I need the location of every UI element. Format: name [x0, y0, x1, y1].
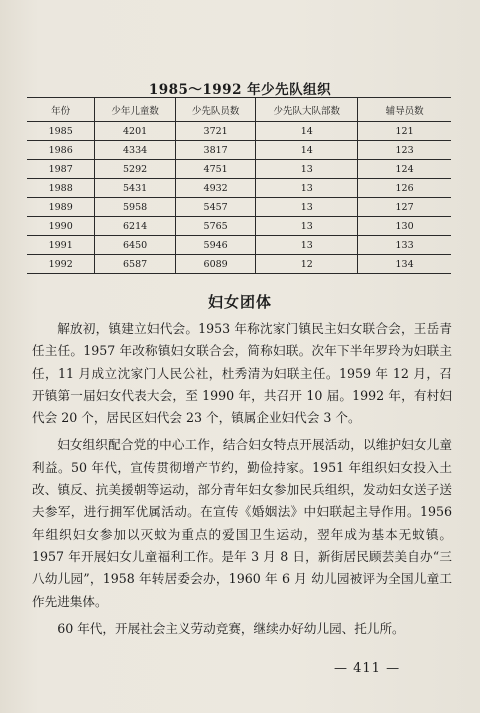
- cell-children: 6214: [95, 217, 176, 236]
- cell-children: 4334: [95, 141, 176, 160]
- column-header-brigades: 少先队大队部数: [256, 98, 358, 122]
- cell-year: 1990: [27, 217, 95, 236]
- cell-children: 6450: [95, 236, 176, 255]
- table-row: [27, 255, 451, 274]
- cell-pioneers: 5457: [175, 198, 256, 217]
- section-heading: 妇女团体: [207, 293, 272, 311]
- body-text: [32, 318, 452, 645]
- table-title: 1985～1992 年少先队组织: [148, 82, 332, 98]
- cell-children: 4201: [95, 122, 176, 141]
- column-header-pioneers: 少先队员数: [175, 98, 256, 122]
- cell-children: 5292: [95, 160, 176, 179]
- cell-brigades: 14: [256, 141, 358, 160]
- cell-year: 1988: [27, 179, 95, 198]
- paragraph: 60 年代，开展社会主义劳动竞赛，继续办好幼儿园、托儿所。: [57, 620, 405, 636]
- table-row: [27, 141, 451, 160]
- cell-counselors: 134: [358, 255, 451, 274]
- cell-pioneers: 6089: [175, 255, 256, 274]
- cell-counselors: 133: [358, 236, 451, 255]
- cell-brigades: 12: [256, 255, 358, 274]
- table-row: [27, 160, 451, 179]
- table-row: [27, 179, 451, 198]
- cell-counselors: 121: [358, 122, 451, 141]
- cell-counselors: 127: [358, 198, 451, 217]
- paragraph: 解放初，镇建立妇代会。1953 年称沈家门镇民主妇女联合会，王岳青任主任。1957 年改称镇妇女联合会，简称妇联。次年下半年罗玲为妇联主任，11 月成立沈家门人民公社，杜秀清为妇联主任。1959 年 12 月，召开镇第一届妇女代表大会，至 1990 年，共召开 10 届。1992 年，有村妇代会 20 个，居民区妇代会 23 个，镇属企业妇代会 3 个。: [32, 321, 452, 426]
- cell-brigades: 13: [256, 236, 358, 255]
- table-header-row: [27, 98, 451, 122]
- cell-counselors: 124: [358, 160, 451, 179]
- young-pioneers-table: [27, 97, 451, 274]
- cell-year: 1987: [27, 160, 95, 179]
- cell-counselors: 130: [358, 217, 451, 236]
- cell-brigades: 13: [256, 160, 358, 179]
- cell-brigades: 13: [256, 198, 358, 217]
- table-row: [27, 198, 451, 217]
- cell-children: 6587: [95, 255, 176, 274]
- table-row: [27, 236, 451, 255]
- column-header-children: 少年儿童数: [95, 98, 176, 122]
- cell-year: 1985: [27, 122, 95, 141]
- cell-year: 1991: [27, 236, 95, 255]
- cell-pioneers: 5946: [175, 236, 256, 255]
- cell-children: 5958: [95, 198, 176, 217]
- cell-pioneers: 3817: [175, 141, 256, 160]
- cell-pioneers: 4751: [175, 160, 256, 179]
- cell-year: 1986: [27, 141, 95, 160]
- paragraph: 妇女组织配合党的中心工作，结合妇女特点开展活动，以维护妇女儿童利益。50 年代，宣传贯彻增产节约，勤俭持家。1951 年组织妇女投入土改、镇反、抗美援朝等运动，部分青年妇女参加民兵组织，发动妇女送子送夫参军，进行拥军优属活动。在宣传《婚姻法》中妇联起主导作用。1956 年组织妇女参加以灭蚊为重点的爱国卫生运动，翌年成为基本无蚊镇。1957 年开展妇女儿童福利工作。是年 3 月 8 日，新街居民顾芸美自办“三八幼儿园”，1958 年转居委会办，1960 年 6 月 幼儿园被评为全国儿童工作先进集体。: [32, 437, 452, 609]
- cell-children: 5431: [95, 179, 176, 198]
- page-number: — 411 —: [334, 661, 401, 676]
- cell-counselors: 123: [358, 141, 451, 160]
- cell-year: 1992: [27, 255, 95, 274]
- column-header-year: 年份: [27, 98, 95, 122]
- cell-counselors: 126: [358, 179, 451, 198]
- cell-year: 1989: [27, 198, 95, 217]
- cell-brigades: 13: [256, 179, 358, 198]
- cell-pioneers: 5765: [175, 217, 256, 236]
- cell-pioneers: 3721: [175, 122, 256, 141]
- cell-brigades: 13: [256, 217, 358, 236]
- column-header-counselors: 辅导员数: [358, 98, 451, 122]
- table-row: [27, 217, 451, 236]
- cell-brigades: 14: [256, 122, 358, 141]
- cell-pioneers: 4932: [175, 179, 256, 198]
- table-row: [27, 122, 451, 141]
